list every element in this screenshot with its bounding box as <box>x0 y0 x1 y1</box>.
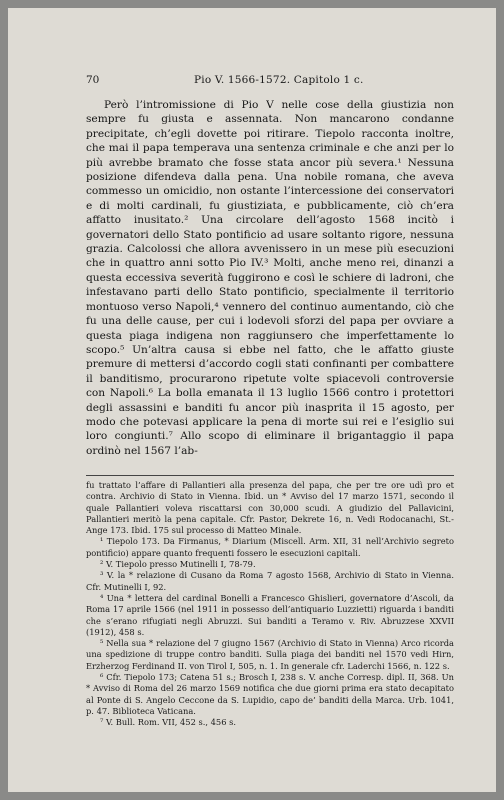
page-number: 70 <box>86 74 100 86</box>
footnote-2: ² V. Tiepolo presso Mutinelli I, 78-79. <box>100 559 256 570</box>
footnote-1: ¹ Tiepolo 173. Da Firmanus, * Diarium (Miscell. Arm. XII, 31 nell’Archivio segreto pontificio) appare quanto frequenti fossero le esecuzioni capitali. <box>86 536 454 558</box>
footnote-4: ⁴ Una * lettera del cardinal Bonelli a Francesco Ghislieri, governatore d’Ascoli, da Roma 17 aprile 1566 (nel 1911 in possesso dell’antiquario Luzzietti) riguarda i banditi che s’erano rifugiati negli Abruzzi. Sui banditi a Teramo v. Riv. Abruzzese XXVII (1912), 458 s. <box>86 592 454 637</box>
body-paragraph: Però l’intromissione di Pio V nelle cose della giustizia non sempre fu giusta e assennata. Non mancarono condanne precipitate, ch’egli dovette poi ritirare. Tiepolo racconta inoltre, che mai il papa temperava una sentenza criminale e che anzi per lo più avrebbe bramato che fosse stata ancor più severa.¹ Nessuna posizione difendeva dalla pena. Una nobile romana, che aveva commesso un omicidio, non ostante l’intercessione dei conservatori e di molti cardinali, fu giustiziata, e pubblicamente, ciò ch’era affatto inusitato.² Una circolare dell’agosto 1568 incitò i governatori dello Stato pontificio ad usare soltanto rigore, nessuna grazia. Calcolossi che allora avvenissero in un mese più esecuzioni che in quattro anni sotto Pio IV.³ Molti, anche meno rei, dinanzi a questa eccessiva severità fuggirono e così le schiere di ladroni, che infestavano parti dello Stato pontificio, specialmente il territorio montuoso verso Napoli,⁴ vennero del continuo aumentando, ciò che fu una delle cause, per cui i lodevoli sforzi del papa per ovviare a questa piaga indigena non raggiunsero che imperfettamente lo scopo.⁵ Un’altra causa si ebbe nel fatto, che le affatto giuste premure di mettersi d’accordo cogli stati confinanti per combattere il banditismo, procurarono ripetute volte spiacevoli controversie con Napoli.⁶ La bolla emanata il 13 luglio 1566 contro i protettori degli assassini e banditi fu ancor più inasprita il 15 agosto, per modo che potevasi applicare la pena di morte sui rei e l’esiglio sui loro congiunti.⁷ Allo scopo di eliminare il brigantaggio il papa ordinò nel 1567 l’ab- <box>86 99 454 457</box>
footnote-7: ⁷ V. Bull. Rom. VII, 452 s., 456 s. <box>100 717 237 728</box>
footnote-5: ⁵ Nella sua * relazione del 7 giugno 1567 (Archivio di Stato in Vienna) Arco ricorda una spedizione di truppe contro banditi. Sulla piaga dei banditi nel 1570 vedi Hirn, Erzherzog Ferdinand II. von Tirol I, 505, n. 1. In generale cfr. Laderchi 1566, n. 122 s. <box>86 638 454 671</box>
main-text <box>86 98 454 458</box>
footnote-continuation: fu trattato l’affare di Pallantieri alla presenza del papa, che per tre ore udì pro et contra. Archivio di Stato in Vienna. Ibid. un * Avviso del 17 marzo 1571, secondo il quale Pallantieri voleva riscattarsi con 30,000 scudi. A giudizio del Pallavicini, Pallantieri meritò la pena capitale. Cfr. Pastor, Dekrete 16, n. Vedi Rodocanachi, St.-Ange 173. Ibid. 175 sul processo di Matteo Minale. <box>86 480 454 536</box>
running-title: Pio V. 1566-1572. Capitolo 1 c. <box>194 74 364 86</box>
footnotes <box>86 480 454 729</box>
footnote-separator <box>86 475 454 476</box>
footnote-6: ⁶ Cfr. Tiepolo 173; Catena 51 s.; Brosch I, 238 s. V. anche Corresp. dipl. II, 368. Un * Avviso di Roma del 26 marzo 1569 notifica che due giorni prima era stato decapitato al Ponte di S. Angelo Ceccone da S. Lupidio, capo de’ banditi della Marca. Urb. 1041, p. 47. Biblioteca Vaticana. <box>86 672 454 716</box>
footnote-3: ³ V. la * relazione di Cusano da Roma 7 agosto 1568, Archivio di Stato in Vienna. Cfr. Mutinelli I, 92. <box>86 570 454 592</box>
book-page <box>8 8 496 792</box>
